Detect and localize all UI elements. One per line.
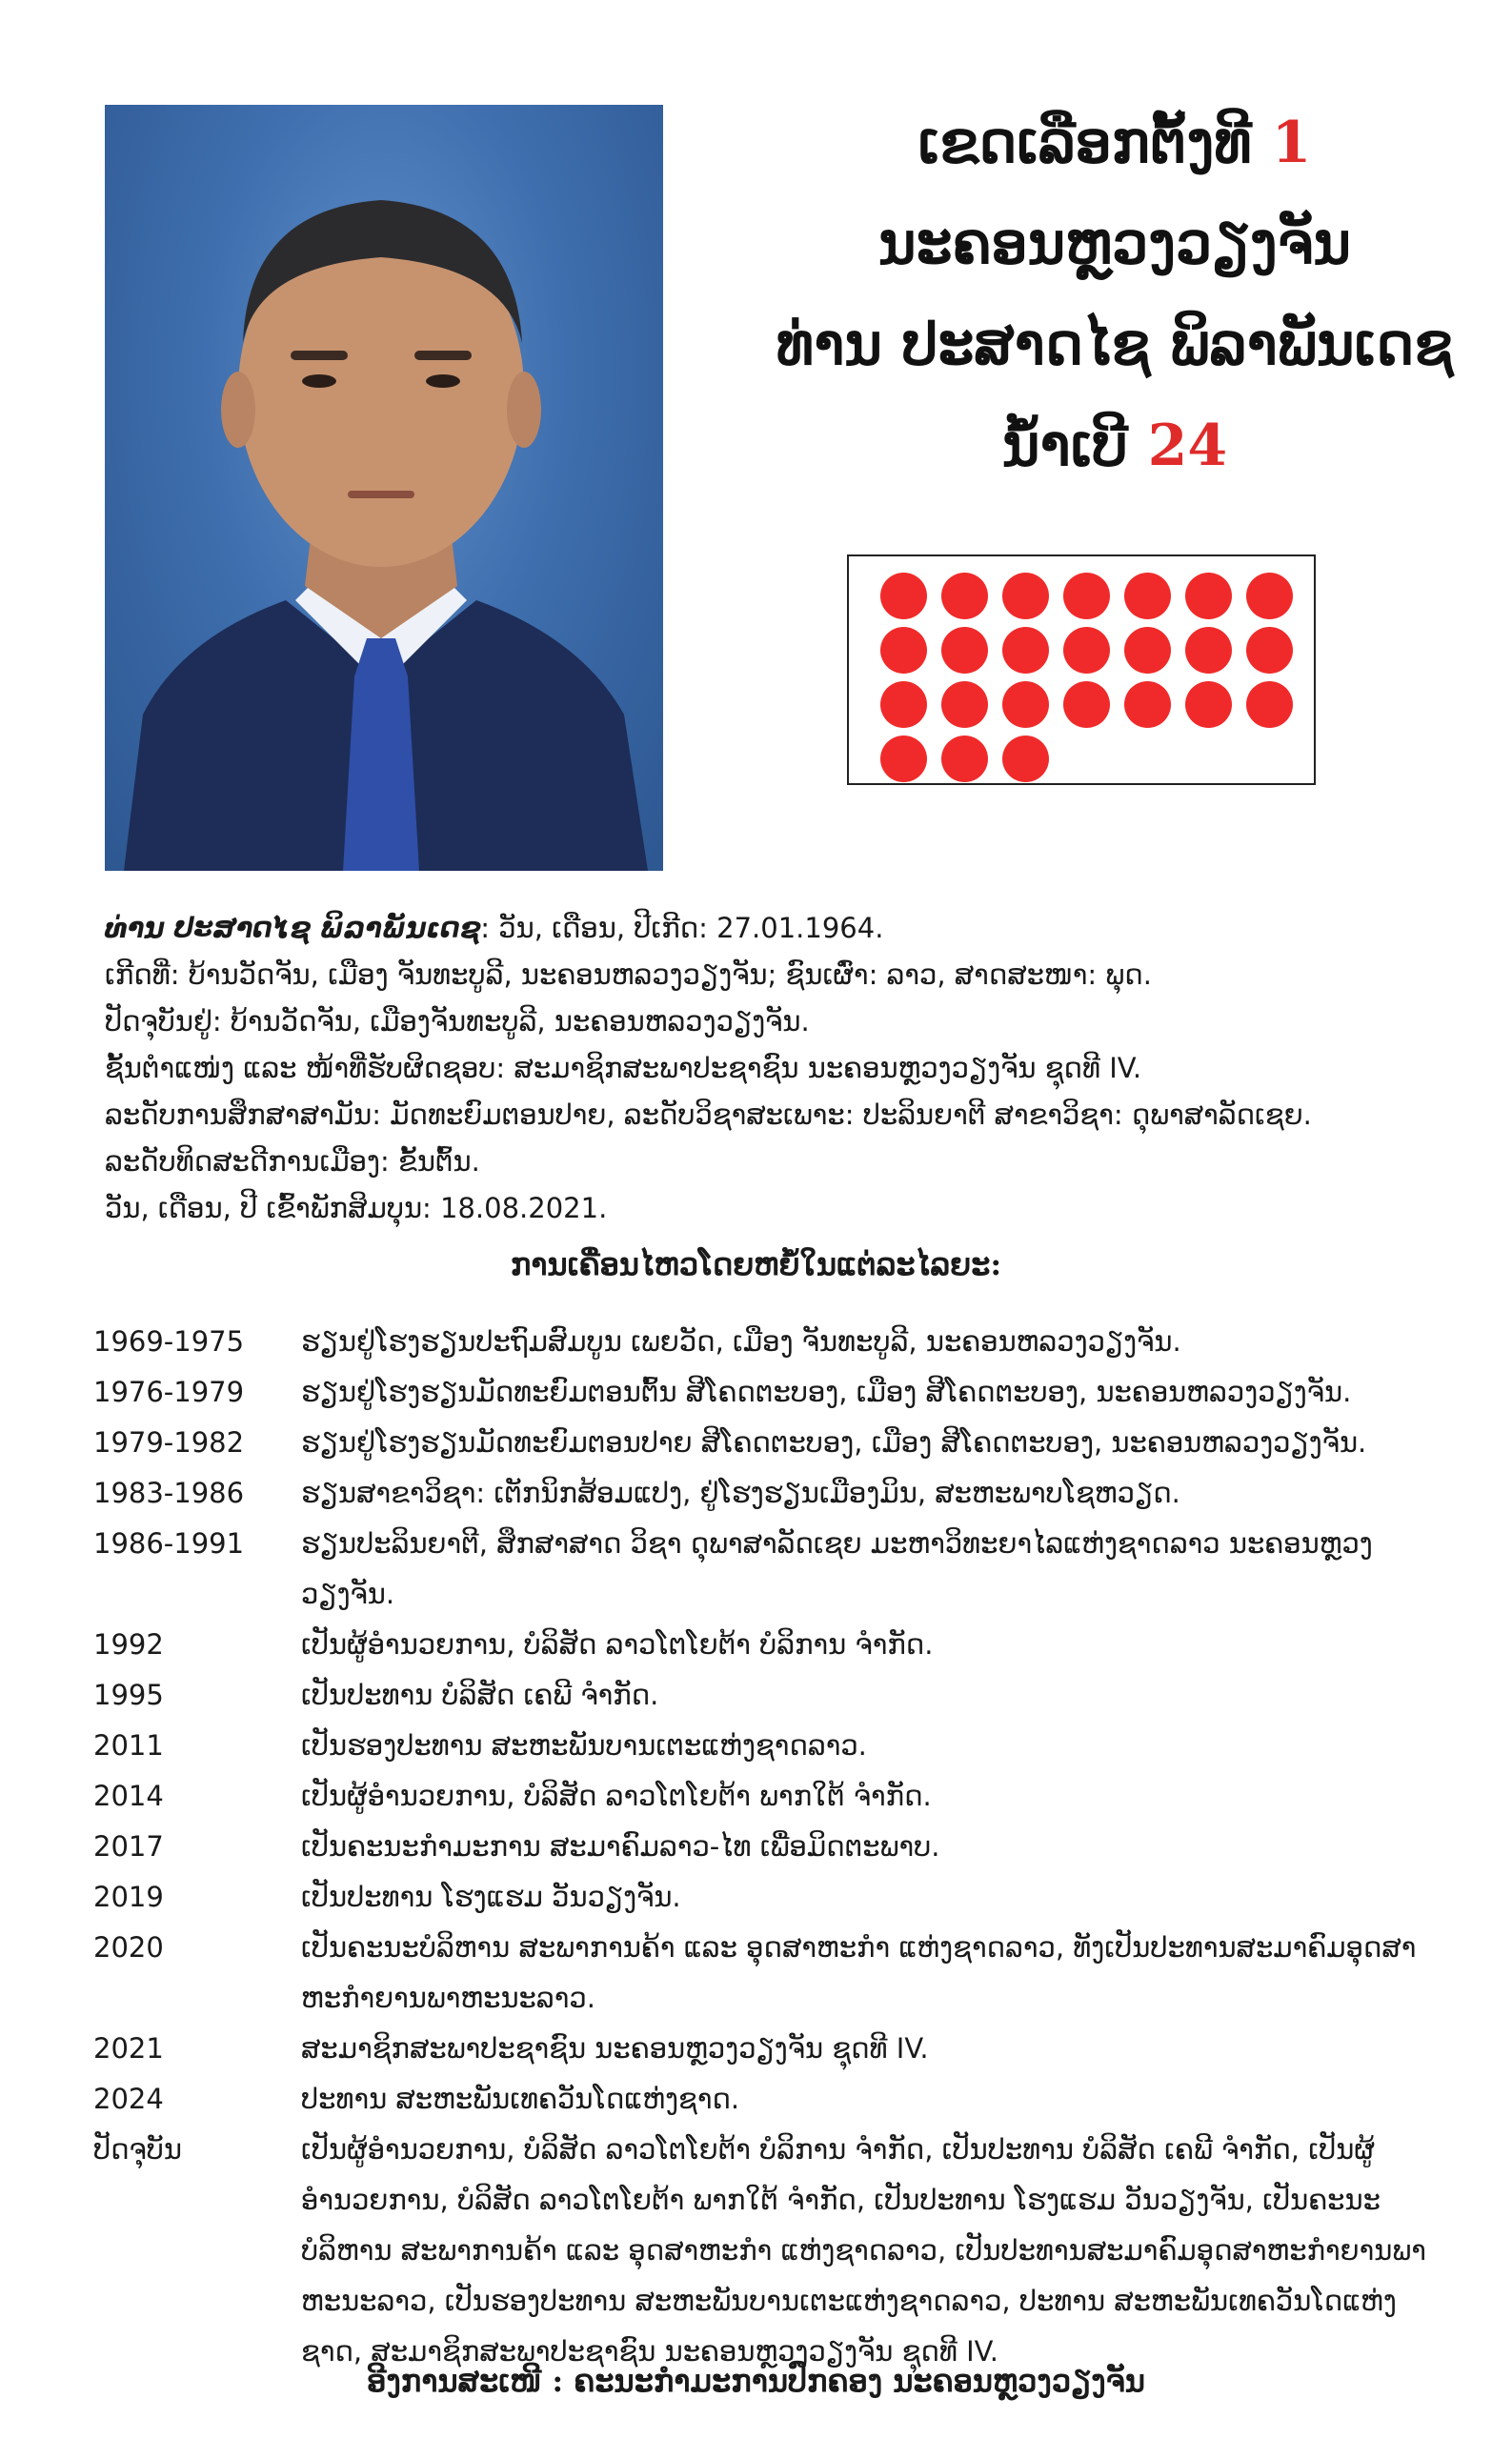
timeline-desc-line: ຫະນະລາວ, ເປັນຮອງປະທານ ສະຫະພັນບານເຕະແຫ່ງຊາດລາວ, ປະທານ ສະຫະພັນເທຄວັນໂດແຫ່ງ [301,2285,1397,2317]
ballot-dots-box [847,554,1316,785]
timeline-year: 2011 [93,1729,164,1762]
timeline-row [93,1822,1427,1872]
ballot-dot [1246,681,1293,728]
timeline-desc [301,1923,1427,2024]
ballot-dot [1002,627,1049,674]
timeline-desc: ຮຽນສາຂາວິຊາ: ເຕັກນິກສ້ອມແປງ, ຢູ່ໂຮງຮຽນເມືອງມິນ, ສະຫະພາບໂຊຫວຽດ. [301,1477,1180,1509]
timeline-desc: ເປັນປະທານ ໂຮງແຮມ ວັນວຽງຈັນ. [301,1881,681,1913]
timeline-desc: ເປັນຄະນະກໍາມະການ ສະມາຄົມລາວ-ໄທ ເພື່ອມິດຕະພາບ. [301,1830,940,1863]
bio-line-party-date: ວັນ, ເດືອນ, ປີ ເຂົ້າພັກສິມບຸນ: 18.08.2021. [105,1192,608,1224]
timeline-desc [301,2125,1427,2377]
section-title: ການເຄື່ອນໄຫວໂດຍຫຍໍ້ໃນແຕ່ລະໄລຍະ: [510,1246,1002,1282]
ballot-dot [1063,681,1110,728]
timeline-desc: ຮຽນປະລິນຍາຕີ, ສຶກສາສາດ ວິຊາ ດຸພາສາລັດເຊຍ ມະຫາວິທະຍາໄລແຫ່ງຊາດລາວ ນະຄອນຫຼວງວຽງຈັນ. [301,1527,1373,1610]
timeline-desc: ຮຽນຢູ່ໂຮງຮຽນມັດທະຍົມຕອນປາຍ ສີໂຄດຕະບອງ, ເມືອງ ສີໂຄດຕະບອງ, ນະຄອນຫລວງວຽງຈັນ. [301,1426,1367,1459]
ballot-dot [1063,573,1110,619]
timeline-row [93,1468,1427,1519]
constituency-heading [753,110,1477,176]
candidate-number: 24 [1147,413,1228,479]
ballot-dot [880,736,927,782]
biography [105,905,1420,1232]
timeline-desc: ຮຽນຢູ່ໂຮງຮຽນມັດທະຍົມຕອນຕົ້ນ ສີໂຄດຕະບອງ, ເມືອງ ສີໂຄດຕະບອງ, ນະຄອນຫລວງວຽງຈັນ. [301,1376,1352,1408]
ballot-dot [1185,681,1232,728]
candidate-name-heading: ທ່ານ ປະສາດໄຊ ພິລາພັນເດຊ [776,312,1454,378]
timeline-year: 2014 [93,1780,164,1812]
timeline-row [93,1721,1427,1771]
timeline-row [93,1771,1427,1822]
timeline-year: 2024 [93,2083,164,2115]
timeline-year: 2019 [93,1881,164,1913]
timeline-row [93,1317,1427,1367]
ballot-dot [1185,573,1232,619]
ballot-dot [880,573,927,619]
timeline-desc-line: ຫະກໍາຍານພາຫະນະລາວ. [301,1982,595,2014]
bio-line-position: ຊັ້ນຕໍາແໜ່ງ ແລະ ໜ້າທີ່ຮັບຜິດຊອບ: ສະມາຊິກສະພາປະຊາຊົນ ນະຄອນຫຼວງວຽງຈັນ ຊຸດທີ IV. [105,1052,1142,1084]
ballot-dot [941,627,988,674]
timeline-desc: ຮຽນຢູ່ໂຮງຮຽນປະຖົມສົມບູນ ເພຍວັດ, ເມືອງ ຈັນທະບູລີ, ນະຄອນຫລວງວຽງຈັນ. [301,1325,1181,1358]
timeline-year: 2020 [93,1931,164,1964]
title-block [753,110,1477,518]
number-label: ນ້ຳເບີ [1001,413,1128,479]
timeline-desc-line: ຊາດ, ສະມາຊິກສະພາປະຊາຊົນ ນະຄອນຫຼວງວຽງຈັນ ຊຸດທີ IV. [301,2335,998,2368]
portrait-illustration [105,105,663,871]
footer-note: ອີງການສະເໜີ : ຄະນະກໍາມະການປົກຄອງ ນະຄອນຫຼວງວຽງຈັນ [367,2363,1145,2399]
timeline-desc-line: ບໍລິຫານ ສະພາການຄ້າ ແລະ ອຸດສາຫະກໍາ ແຫ່ງຊາດລາວ, ເປັນປະທານສະມາຄົມອຸດສາຫະກໍາຍານພາ [301,2234,1426,2267]
ballot-dot [880,681,927,728]
timeline-desc-line: ເປັນຜູ້ອໍານວຍການ, ບໍລິສັດ ລາວໂຕໂຍຕ້າ ບໍລິການ ຈໍາກັດ, ເປັນປະທານ ບໍລິສັດ ເຄພີ ຈໍາກັດ, ເປັນຜູ້ [301,2133,1375,2166]
ballot-dot [1124,627,1171,674]
bio-dob: : ວັນ, ເດືອນ, ປີເກີດ: 27.01.1964. [480,912,884,944]
bio-line-political-theory: ລະດັບທິດສະດີການເມືອງ: ຂັ້ນຕົ້ນ. [105,1145,480,1178]
timeline-year: 1976-1979 [93,1376,245,1408]
timeline-year: 1983-1986 [93,1477,245,1509]
timeline-year: ປັດຈຸບັນ [93,2133,182,2166]
bio-line-name-dob [105,905,1420,952]
ballot-dot [1063,627,1110,674]
career-timeline [93,1317,1427,2377]
timeline-desc: ປະທານ ສະຫະພັນເທຄວັນໂດແຫ່ງຊາດ. [301,2083,740,2115]
candidate-number-heading [753,413,1477,479]
timeline-row [93,2074,1427,2125]
ballot-dot [941,573,988,619]
bio-line-birthplace: ເກີດທີ່: ບ້ານວັດຈັນ, ເມືອງ ຈັນທະບູລີ, ນະຄອນຫລວງວຽງຈັນ; ຊົນເຜົ່າ: ລາວ, ສາດສະໜາ: ພຸດ. [105,958,1152,991]
ballot-dot [880,627,927,674]
ballot-dot [1124,573,1171,619]
ballot-dot [1246,573,1293,619]
ballot-dot [1124,681,1171,728]
timeline-row [93,1923,1427,2024]
city-heading: ນະຄອນຫຼວງວຽງຈັນ [877,211,1352,277]
timeline-desc: ເປັນປະທານ ບໍລິສັດ ເຄພີ ຈໍາກັດ. [301,1679,659,1711]
ballot-dot [941,736,988,782]
candidate-portrait [105,105,663,871]
ballot-dot [1185,627,1232,674]
bio-line-education: ລະດັບການສຶກສາສາມັນ: ມັດທະຍົມຕອນປາຍ, ລະດັບວິຊາສະເພາະ: ປະລິນຍາຕີ ສາຂາວິຊາ: ດຸພາສາລັດເຊຍ. [105,1099,1312,1131]
timeline-year: 1986-1991 [93,1527,245,1560]
ballot-dot [941,681,988,728]
timeline-desc: ເປັນຜູ້ອໍານວຍການ, ບໍລິສັດ ລາວໂຕໂຍຕ້າ ບໍລິການ ຈໍາກັດ. [301,1628,934,1661]
timeline-row [93,1367,1427,1418]
timeline-year: 2017 [93,1830,164,1863]
timeline-desc: ເປັນຮອງປະທານ ສະຫະພັນບານເຕະແຫ່ງຊາດລາວ. [301,1729,867,1762]
bio-name: ທ່ານ ປະສາດໄຊ ພິລາພັນເດຊ [105,912,481,944]
timeline-year: 1995 [93,1679,164,1711]
timeline-desc: ເປັນຜູ້ອໍານວຍການ, ບໍລິສັດ ລາວໂຕໂຍຕ້າ ພາກໃຕ້ ຈໍາກັດ. [301,1780,932,1812]
ballot-dot [1002,573,1049,619]
timeline-row [93,1418,1427,1468]
timeline-row [93,1519,1427,1620]
timeline-row [93,2024,1427,2074]
timeline-row [93,1620,1427,1670]
timeline-year: 2021 [93,2032,164,2065]
timeline-year: 1992 [93,1628,164,1661]
constituency-label: ເຂດເລືອກຕັ້ງທີ [917,110,1252,176]
timeline-row [93,1872,1427,1923]
timeline-year: 1969-1975 [93,1325,245,1358]
ballot-dot [1002,681,1049,728]
ballot-dot [1246,627,1293,674]
bio-line-residence: ປັດຈຸບັນຢູ່: ບ້ານວັດຈັນ, ເມືອງຈັນທະບູລີ, ນະຄອນຫລວງວຽງຈັນ. [105,1005,810,1038]
constituency-number: 1 [1271,110,1312,176]
timeline-year: 1979-1982 [93,1426,245,1459]
timeline-row [93,2125,1427,2377]
ballot-dot [1002,736,1049,782]
timeline-desc: ສະມາຊິກສະພາປະຊາຊົນ ນະຄອນຫຼວງວຽງຈັນ ຊຸດທີ IV. [301,2032,929,2065]
timeline-row [93,1670,1427,1721]
timeline-desc-line: ເປັນຄະນະບໍລິຫານ ສະພາການຄ້າ ແລະ ອຸດສາຫະກໍາ ແຫ່ງຊາດລາວ, ທັງເປັນປະທານສະມາຄົມອຸດສາ [301,1931,1417,1964]
timeline-desc-line: ອໍານວຍການ, ບໍລິສັດ ລາວໂຕໂຍຕ້າ ພາກໃຕ້ ຈໍາກັດ, ເປັນປະທານ ໂຮງແຮມ ວັນວຽງຈັນ, ເປັນຄະນະ [301,2184,1381,2216]
